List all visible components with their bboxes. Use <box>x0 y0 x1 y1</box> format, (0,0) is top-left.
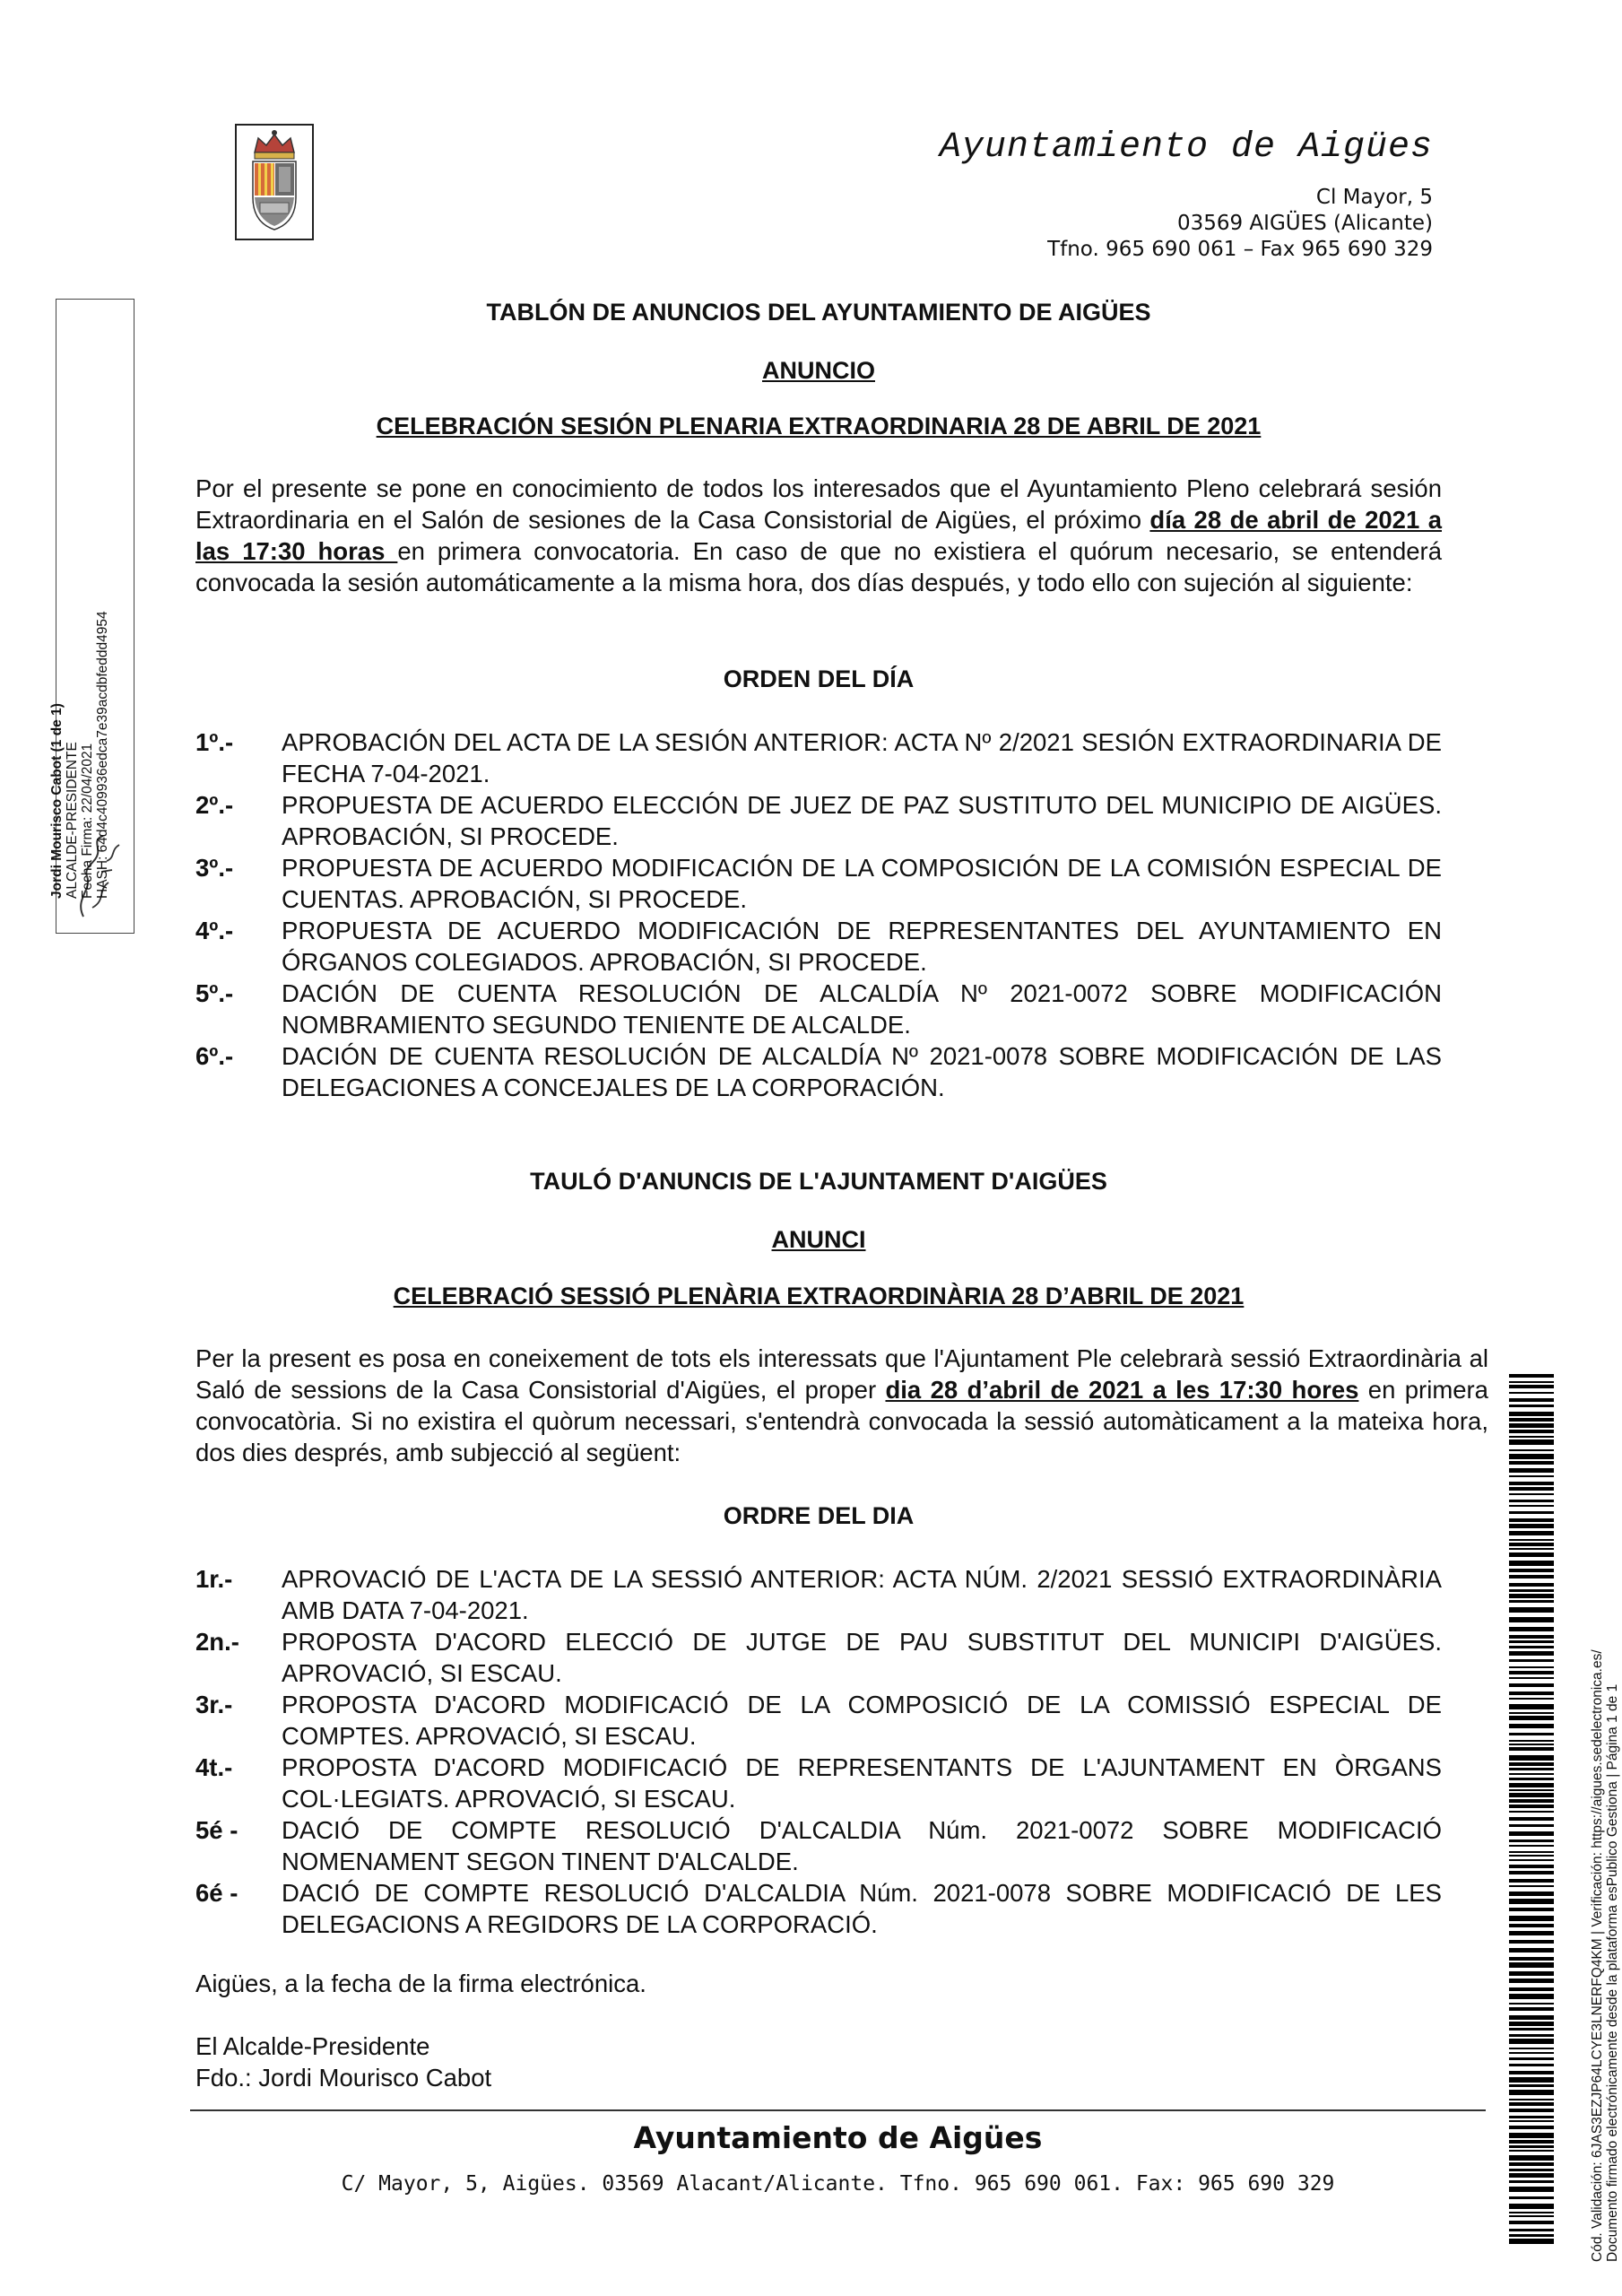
meeting-datetime: día 28 de abril de 2021 a las 17:30 horas <box>195 506 1442 565</box>
item-number: 6é - <box>195 1879 239 1907</box>
meeting-datetime: dia 28 d’abril de 2021 a les 17:30 hores <box>885 1376 1359 1404</box>
agenda-item <box>195 1877 1442 1940</box>
signature-details <box>49 2 110 899</box>
agenda-item <box>195 1814 1442 1877</box>
notice-label: ANUNCIO <box>762 357 875 384</box>
item-text: PROPOSTA D'ACORD MODIFICACIÓ DE LA COMPOSICIÓ DE LA COMISSIÓ ESPECIAL DE COMPTES. APROVACIÓ, SI ESCAU. <box>282 1691 1442 1750</box>
agenda-item <box>195 1626 1442 1689</box>
agenda-title-es: ORDEN DEL DÍA <box>723 665 915 692</box>
barcode-icon <box>1509 1374 1554 2244</box>
item-text: PROPUESTA DE ACUERDO ELECCIÓN DE JUEZ DE PAZ SUSTITUTO DEL MUNICIPIO DE AIGÜES. APROBACIÓN, SI PROCEDE. <box>282 791 1442 850</box>
signer-role: ALCALDE-PRESIDENTE <box>65 742 80 899</box>
subject-label: CELEBRACIÓN SESIÓN PLENARIA EXTRAORDINARIA 28 DE ABRIL DE 2021 <box>376 413 1262 439</box>
item-text: DACIÓ DE COMPTE RESOLUCIÓ D'ALCALDIA Núm. 2021-0072 SOBRE MODIFICACIÓ NOMENAMENT SEGON TINENT D'ALCALDE. <box>282 1816 1442 1875</box>
item-number: 3r.- <box>195 1691 233 1718</box>
item-number: 1r.- <box>195 1565 233 1593</box>
agenda-item <box>195 1689 1442 1752</box>
item-number: 4t.- <box>195 1753 233 1781</box>
agenda-item <box>195 915 1442 978</box>
notice-label: ANUNCI <box>771 1226 866 1253</box>
agenda-item <box>195 726 1442 789</box>
item-text: PROPOSTA D'ACORD ELECCIÓ DE JUTGE DE PAU SUBSTITUT DEL MUNICIPI D'AIGÜES. APROVACIÓ, SI ESCAU. <box>282 1628 1442 1687</box>
item-number: 6º.- <box>195 1042 234 1070</box>
intro-paragraph-va <box>195 1343 1488 1468</box>
agenda-item <box>195 1752 1442 1814</box>
organization-address <box>1047 185 1433 263</box>
item-number: 4º.- <box>195 917 234 944</box>
organization-title: Ayuntamiento de Aigües <box>939 127 1433 168</box>
item-text: DACIÓ DE COMPTE RESOLUCIÓ D'ALCALDIA Núm. 2021-0078 SOBRE MODIFICACIÓ DE LES DELEGACIONS A REGIDORS DE LA CORPORACIÓ. <box>282 1879 1442 1938</box>
item-text: APROBACIÓN DEL ACTA DE LA SESIÓN ANTERIOR: ACTA Nº 2/2021 SESIÓN EXTRAORDINARIA DE FECHA 7-04-2021. <box>282 728 1442 787</box>
signer-role: El Alcalde-Presidente <box>195 2032 430 2060</box>
place-date: Aigües, a la fecha de la firma electrónica. <box>195 1970 646 1997</box>
footer-address: C/ Mayor, 5, Aigües. 03569 Alacant/Alicante. Tfno. 965 690 061. Fax: 965 690 329 <box>341 2172 1335 2196</box>
item-text: PROPOSTA D'ACORD MODIFICACIÓ DE REPRESENTANTS DE L'AJUNTAMENT EN ÒRGANS COL·LEGIATS. APROVACIÓ, SI ESCAU. <box>282 1753 1442 1813</box>
item-number: 1º.- <box>195 728 234 756</box>
signature-platform-note: Documento firmado electrónicamente desde la plataforma esPublico Gestiona | Página 1 de 1 <box>1605 1683 1620 2262</box>
item-text: PROPUESTA DE ACUERDO MODIFICACIÓN DE LA COMPOSICIÓN DE LA COMISIÓN ESPECIAL DE CUENTAS. APROBACIÓN, SI PROCEDE. <box>282 854 1442 913</box>
board-title-va: TAULÓ D'ANUNCIS DE L'AJUNTAMENT D'AIGÜES <box>530 1168 1107 1195</box>
subject-label: CELEBRACIÓ SESSIÓ PLENÀRIA EXTRAORDINÀRIA 28 D’ABRIL DE 2021 <box>393 1283 1245 1309</box>
subject-es <box>195 413 1442 440</box>
agenda-item <box>195 1040 1442 1103</box>
subject-va <box>195 1283 1442 1310</box>
agenda-item <box>195 789 1442 852</box>
address-line: Tfno. 965 690 061 – Fax 965 690 329 <box>1047 238 1433 261</box>
intro-text: en primera convocatòria. Si no existira el quòrum necessari, s'entendrà convocada la sessió automàticament a la mateixa hora, dos dies després, amb subjecció al següent: <box>195 1376 1488 1466</box>
signer-name: Fdo.: Jordi Mourisco Cabot <box>195 2064 492 2092</box>
item-text: APROVACIÓ DE L'ACTA DE LA SESSIÓ ANTERIOR: ACTA NÚM. 2/2021 SESSIÓ EXTRAORDINÀRIA AMB DATA 7-04-2021. <box>282 1565 1442 1624</box>
intro-paragraph-es <box>195 473 1442 598</box>
signature-hash: HASH: 64d4c409936edca7e39acdbfeddd4954 <box>95 611 110 899</box>
notice-title-va <box>195 1226 1442 1254</box>
crest-icon <box>237 126 312 239</box>
intro-text: Por el presente se pone en conocimiento de todos los interesados que el Ayuntamiento Pleno celebrará sesión Extraordinaria en el Salón de sesiones de la Casa Consistorial de Aigües, el próximo <box>195 474 1442 534</box>
agenda-item <box>195 978 1442 1040</box>
item-text: PROPUESTA DE ACUERDO MODIFICACIÓN DE REPRESENTANTES DEL AYUNTAMIENTO EN ÓRGANOS COLEGIADOS. APROBACIÓN, SI PROCEDE. <box>282 917 1442 976</box>
agenda-item <box>195 852 1442 915</box>
validation-info <box>1590 1365 1620 2262</box>
item-number: 5º.- <box>195 979 234 1007</box>
agenda-item <box>195 1563 1442 1626</box>
signer-name: Jordi Mourisco Cabot (1 de 1) <box>49 703 65 899</box>
footer-divider <box>190 2109 1486 2111</box>
agenda-title-va: ORDRE DEL DIA <box>723 1502 915 1529</box>
footer-organization: Ayuntamiento de Aigües <box>633 2120 1043 2155</box>
intro-text: Per la present es posa en coneixement de tots els interessats que l'Ajuntament Ple celebrarà sessió Extraordinària al Saló de sessions de la Casa Consistorial d'Aigües, el proper <box>195 1344 1488 1404</box>
item-number: 2º.- <box>195 791 234 819</box>
notice-title-es <box>195 357 1442 385</box>
item-number: 3º.- <box>195 854 234 882</box>
signature-date: Fecha Firma: 22/04/2021 <box>80 743 95 899</box>
item-number: 5é - <box>195 1816 239 1844</box>
coat-of-arms <box>235 124 314 240</box>
intro-text: en primera convocatoria. En caso de que no existiera el quórum necesario, se entenderá convocada la sesión automáticamente a la misma hora, dos días después, y todo ello con sujeción al siguiente: <box>195 537 1442 596</box>
address-line: Cl Mayor, 5 <box>1315 186 1433 209</box>
address-line: 03569 AIGÜES (Alicante) <box>1176 212 1433 235</box>
board-title-es: TABLÓN DE ANUNCIOS DEL AYUNTAMIENTO DE AIGÜES <box>486 299 1151 326</box>
item-text: DACIÓN DE CUENTA RESOLUCIÓN DE ALCALDÍA Nº 2021-0078 SOBRE MODIFICACIÓN DE LAS DELEGACIONES A CONCEJALES DE LA CORPORACIÓN. <box>282 1042 1442 1101</box>
validation-code: Cód. Validación: 6JAS3EZJP64LCYE3LNERFQ4KM | Verificación: https://aigues.sedelectronica.es/ <box>1590 1649 1605 2262</box>
item-number: 2n.- <box>195 1628 239 1656</box>
item-text: DACIÓN DE CUENTA RESOLUCIÓN DE ALCALDÍA Nº 2021-0072 SOBRE MODIFICACIÓN NOMBRAMIENTO SEGUNDO TENIENTE DE ALCALDE. <box>282 979 1442 1039</box>
